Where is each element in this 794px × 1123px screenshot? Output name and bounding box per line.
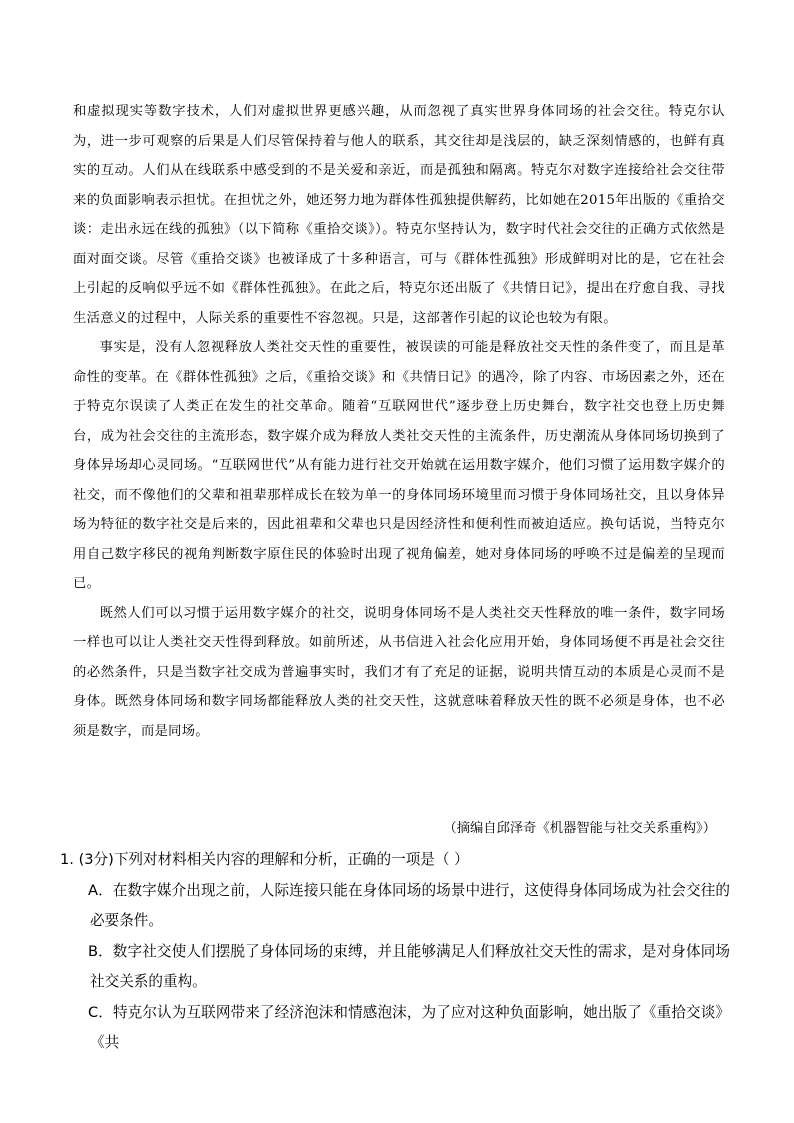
passage-paragraph-1: 和虚拟现实等数字技术，人们对虚拟世界更感兴趣，从而忽视了真实世界身体同场的社会交往。特克尔认为，进一步可观察的后果是人们尽管保持着与他人的联系，其交往却是浅层的，缺乏深刻情感的，也鲜有真实的互动。人们从在线联系中感受到的不是关爱和亲近，而是孤独和隔离。特克尔对数字连接给社会交往带来的负面影响表示担忧。在担忧之外，她还努力地为群体性孤独提供解药，比如她在2015年出版的《重拾交谈：走出永远在线的孤独》（以下简称《重拾交谈》）。特克尔坚持认为，数字时代社会交往的正确方式依然是面对面交谈。尽管《重拾交谈》也被译成了十多种语言，可与《群体性孤独》形成鲜明对比的是，它在社会上引起的反响似乎远不如《群体性孤独》。在此之后，特克尔还出版了《共情日记》，提出在疗愈自我、寻找生活意义的过程中，人际关系的重要性不容忽视。只是，这部著作引起的议论也较为有限。 — [73, 104, 725, 326]
option-c: C．特克尔认为互联网带来了经济泡沫和情感泡沫，为了应对这种负面影响，她出版了《重拾交谈》《共 — [88, 1003, 730, 1051]
passage-paragraph-2: 事实是，没有人忽视释放人类社交天性的重要性，被误读的可能是释放社交天性的条件变了，而且是革命性的变革。在《群体性孤独》之后，《重拾交谈》和《共情日记》的遇冷，除了内容、市场因素之外，还在于特克尔误读了人类正在发生的社交革命。随着“互联网世代”逐步登上历史舞台，数字社交也登上历史舞台，成为社会交往的主流形态，数字媒介成为释放人类社交天性的主流条件，历史潮流从身体同场切换到了身体异场却心灵同场。“互联网世代”从有能力进行社交开始就在运用数字媒介，他们习惯了运用数字媒介的社交，而不像他们的父辈和祖辈那样成长在较为单一的身体同场环境里而习惯于身体同场社交，且以身体异场为特征的数字社交是后来的，因此祖辈和父辈也只是因经济性和便利性而被迫适应。换句话说，当特克尔用自己数字移民的视角判断数字原住民的体验时出现了视角偏差，她对身体同场的呼唤不过是偏差的呈现而已。 — [73, 340, 725, 591]
reading-passage — [73, 97, 725, 746]
option-b: B．数字社交使人们摆脱了身体同场的束缚，并且能够满足人们释放社交天性的需求，是对身体同场社交关系的重构。 — [88, 942, 730, 990]
passage-source-citation: （摘编自邱泽奇《机器智能与社交关系重构》） — [443, 821, 716, 836]
question-stem: 1. (3分)下列对材料相关内容的理解和分析，正确的一项是（ ） — [60, 851, 469, 868]
option-a: A．在数字媒介出现之前，人际连接只能在身体同场的场景中进行，这使得身体同场成为社会交往的必要条件。 — [88, 881, 730, 929]
question-1 — [60, 845, 730, 1059]
passage-paragraph-3: 既然人们可以习惯于运用数字媒介的社交，说明身体同场不是人类社交天性释放的唯一条件，数字同场一样也可以让人类社交天性得到释放。如前所述，从书信进入社会化应用开始，身体同场便不再是社会交往的必然条件，只是当数字社交成为普遍事实时，我们才有了充足的证据，说明共情互动的本质是心灵而不是身体。既然身体同场和数字同场都能释放人类的社交天性，这就意味着释放天性的既不必须是身体，也不必须是数字，而是同场。 — [73, 605, 725, 739]
